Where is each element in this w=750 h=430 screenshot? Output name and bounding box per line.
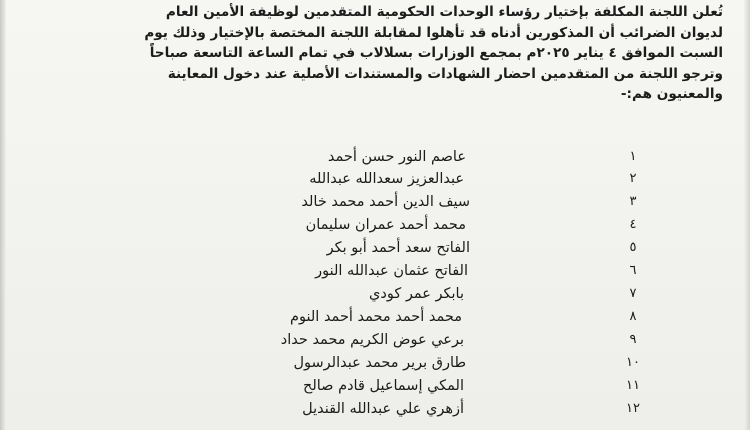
list-item bbox=[0, 283, 750, 305]
candidate-name: الفاتح سعد أحمد أبو بكر bbox=[326, 240, 470, 256]
announcement-line: وترجو اللجنة من المتقدمين احضار الشهادات والمستندات الأصلية عند دخول المعاينة bbox=[167, 65, 723, 82]
candidate-name: طارق برير محمد عبدالرسول bbox=[293, 355, 466, 371]
candidate-name: المكي إسماعيل قادم صالح bbox=[302, 378, 464, 394]
candidate-name: محمد أحمد عمران سليمان bbox=[305, 217, 466, 233]
announcement-line: السبت الموافق ٤ يناير ٢٠٢٥م بمجمع الوزارات بسلالاب في تمام الساعة التاسعة صباحاً bbox=[149, 45, 723, 61]
candidate-name: سيف الدين أحمد محمد خالد bbox=[301, 194, 470, 210]
candidate-name: عاصم النور حسن أحمد bbox=[327, 149, 466, 165]
item-number: ٦ bbox=[629, 263, 637, 278]
list-item bbox=[0, 398, 750, 420]
candidate-name: عبدالعزيز سعدالله عبدالله bbox=[309, 171, 464, 187]
list-item bbox=[0, 329, 750, 351]
candidate-name: برعي عوض الكريم محمد حداد bbox=[280, 332, 464, 348]
item-number: ٣ bbox=[629, 194, 637, 209]
item-number: ١ bbox=[629, 149, 637, 164]
item-number: ١١ bbox=[626, 378, 640, 393]
list-item bbox=[0, 191, 750, 213]
candidate-name: بابكر عمر كودي bbox=[369, 286, 464, 302]
candidate-name: الفاتح عثمان عبدالله النور bbox=[315, 263, 468, 279]
announcement-line: والمعنيون هم:- bbox=[620, 86, 723, 102]
announcement-line: تُعلن اللجنة المكلفة بإختيار رؤساء الوحدات الحكومية المتقدمين لوظيفة الأمين العام bbox=[165, 4, 723, 20]
candidate-name: محمد أحمد محمد أحمد النوم bbox=[290, 309, 462, 325]
list-item bbox=[0, 306, 750, 328]
list-item bbox=[0, 214, 750, 236]
item-number: ٩ bbox=[629, 332, 637, 347]
list-item bbox=[0, 260, 750, 282]
announcement-line: لديوان الضرائب أن المذكورين أدناه قد تأهلوا لمقابلة اللجنة المختصة بالإختيار وذلك يوم bbox=[144, 24, 723, 41]
item-number: ٧ bbox=[629, 286, 637, 301]
item-number: ٤ bbox=[629, 217, 637, 232]
list-item bbox=[0, 146, 750, 168]
item-number: ٨ bbox=[629, 309, 637, 324]
item-number: ١٢ bbox=[626, 401, 640, 416]
item-number: ١٠ bbox=[626, 355, 640, 370]
candidate-name: أزهري علي عبدالله القنديل bbox=[302, 401, 464, 417]
item-number: ٥ bbox=[629, 240, 637, 255]
announcement-paragraph bbox=[28, 2, 723, 105]
list-item bbox=[0, 352, 750, 374]
list-item bbox=[0, 237, 750, 259]
item-number: ٢ bbox=[629, 171, 637, 186]
list-item bbox=[0, 168, 750, 190]
list-item bbox=[0, 375, 750, 397]
